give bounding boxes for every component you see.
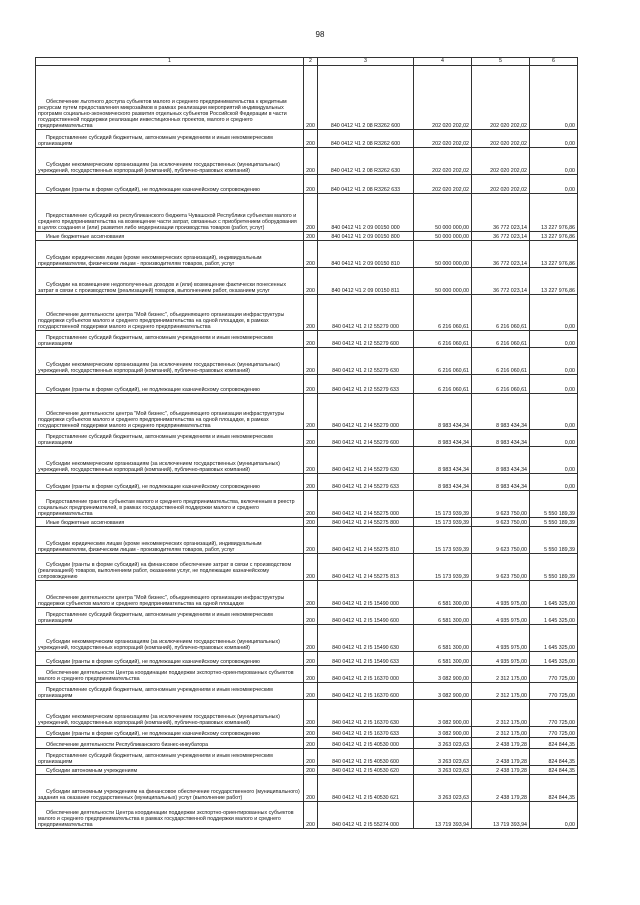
row-kbk: 840 0412 Ч1 2 I5 16370 633 [318,727,414,738]
row-kbk: 840 0412 Ч1 2 09 00150 000 [318,194,414,232]
page-number: 98 [315,30,325,39]
row-executed-amount: 4 935 975,00 [472,625,530,652]
row-approved-amount: 202 020 202,02 [414,175,472,194]
row-kbk: 840 0412 Ч1 2 I5 40530 000 [318,738,414,749]
row-kbk: 840 0412 Ч1 2 I5 15490 630 [318,625,414,652]
column-header-5: 5 [472,58,530,66]
row-executed-amount: 36 772 023,14 [472,268,530,295]
row-kbk: 840 0412 Ч1 2 I5 15490 600 [318,608,414,625]
row-approved-amount: 3 082 900,00 [414,666,472,683]
row-name: Субсидии (гранты в форме субсидий), не подлежащие казначейскому сопровождению [36,652,304,666]
row-code: 200 [304,430,318,447]
row-remaining-amount: 1 645 325,00 [530,608,578,625]
row-remaining-amount: 824 844,35 [530,738,578,749]
row-code: 200 [304,375,318,394]
row-code: 200 [304,802,318,829]
row-name: Субсидии некоммерческим организациям (за исключением государственных (муниципальных) учреждений, государственных корпораций (компаний), публично-правовых компаний) [36,447,304,474]
row-remaining-amount: 824 844,35 [530,749,578,766]
row-executed-amount: 2 312 175,00 [472,666,530,683]
row-code: 200 [304,738,318,749]
row-kbk: 840 0412 Ч1 2 I5 15490 000 [318,581,414,608]
row-kbk: 840 0412 Ч1 2 I2 55279 633 [318,375,414,394]
table-row [36,474,578,491]
row-code: 200 [304,683,318,700]
budget-table [35,57,578,829]
row-executed-amount: 9 623 750,00 [472,518,530,527]
row-kbk: 840 0412 Ч1 2 I4 55275 800 [318,518,414,527]
row-name: Предоставление субсидий бюджетным, автономным учреждениям и иным некоммерческим организациям [36,749,304,766]
table-body [36,66,578,829]
row-remaining-amount: 0,00 [530,474,578,491]
row-executed-amount: 2 312 175,00 [472,700,530,727]
table-row [36,666,578,683]
row-executed-amount: 2 438 179,28 [472,775,530,802]
table-row [36,802,578,829]
row-name: Субсидии юридическим лицам (кроме некоммерческих организаций), индивидуальным предпринимателям, физическим лицам - производителям товаров, работ, услуг [36,527,304,554]
row-kbk: 840 0412 Ч1 2 I5 16370 600 [318,683,414,700]
row-approved-amount: 3 082 900,00 [414,700,472,727]
row-kbk: 840 0412 Ч1 2 I5 40530 621 [318,775,414,802]
row-kbk: 840 0412 Ч1 2 I4 55279 000 [318,394,414,430]
row-remaining-amount: 5 550 189,39 [530,491,578,518]
row-remaining-amount: 824 844,35 [530,766,578,775]
row-name: Обеспечение деятельности Центра координации поддержки экспортно-ориентированных субъектов малого и среднего предпринимательства в рамках государственной поддержки малого и среднего предпринимательства [36,802,304,829]
row-kbk: 840 0412 Ч1 2 I4 55275 813 [318,554,414,581]
row-kbk: 840 0412 Ч1 2 I5 55274 000 [318,802,414,829]
row-kbk: 840 0412 Ч1 2 I4 55279 630 [318,447,414,474]
row-executed-amount: 4 935 975,00 [472,652,530,666]
row-name: Субсидии некоммерческим организациям (за исключением государственных (муниципальных) учреждений, государственных корпораций (компаний), публично-правовых компаний) [36,625,304,652]
row-remaining-amount: 770 725,00 [530,700,578,727]
table-row [36,491,578,518]
row-approved-amount: 15 173 939,39 [414,554,472,581]
row-remaining-amount: 0,00 [530,375,578,394]
row-approved-amount: 8 983 434,34 [414,474,472,491]
row-code: 200 [304,666,318,683]
row-code: 200 [304,554,318,581]
row-executed-amount: 36 772 023,14 [472,241,530,268]
row-kbk: 840 0412 Ч1 2 I5 16370 630 [318,700,414,727]
table-row [36,581,578,608]
row-kbk: 840 0412 Ч1 2 09 00150 800 [318,232,414,241]
row-name: Субсидии (гранты в форме субсидий), не подлежащие казначейскому сопровождению [36,375,304,394]
row-name: Предоставление субсидий бюджетным, автономным учреждениям и иным некоммерческим организациям [36,683,304,700]
row-kbk: 840 0412 Ч1 2 I2 55279 600 [318,331,414,348]
row-name: Предоставление субсидий бюджетным, автономным учреждениям и иным некоммерческим организациям [36,130,304,148]
row-kbk: 840 0412 Ч1 2 08 R3262 600 [318,66,414,130]
row-approved-amount: 6 581 300,00 [414,652,472,666]
row-name: Субсидии автономным учреждениям на финансовое обеспечение государственного (муниципального) задания на оказание государственных (муниципальных) услуг (выполнение работ) [36,775,304,802]
row-kbk: 840 0412 Ч1 2 08 R3262 600 [318,130,414,148]
row-approved-amount: 15 173 939,39 [414,491,472,518]
row-code: 200 [304,581,318,608]
row-name: Обеспечение деятельности Центра координации поддержки экспортно-ориентированных субъектов малого и среднего предпринимательства [36,666,304,683]
row-name: Предоставление субсидий бюджетным, автономным учреждениям и иным некоммерческим организациям [36,430,304,447]
column-header-4: 4 [414,58,472,66]
row-remaining-amount: 1 645 325,00 [530,652,578,666]
row-executed-amount: 8 983 434,34 [472,430,530,447]
row-executed-amount: 13 719 393,94 [472,802,530,829]
row-code: 200 [304,232,318,241]
row-kbk: 840 0412 Ч1 2 I5 15490 633 [318,652,414,666]
row-executed-amount: 4 935 975,00 [472,608,530,625]
row-name: Обеспечение деятельности центра "Мой бизнес", объединяющего организации инфраструктуры поддержки субъектов малого и среднего предпринимательства на одной площадке [36,581,304,608]
row-code: 200 [304,700,318,727]
row-name: Обеспечение льготного доступа субъектов малого и среднего предпринимательства к кредитным ресурсам путем предоставления микрозаймов в рамках реализации мероприятий индивидуальных программ социально-экономического развития отдельных субъектов Российской Федерации в части государственной поддержки реализации инвестиционных проектов, малого и среднего предпринимательства [36,66,304,130]
table-row [36,518,578,527]
table-row [36,447,578,474]
row-name: Субсидии на возмещение недополученных доходов и (или) возмещение фактически понесенных затрат в связи с производством (реализацией) товаров, выполнением работ, оказанием услуг [36,268,304,295]
row-name: Обеспечение деятельности центра "Мой бизнес", объединяющего организации инфраструктуры поддержки субъектов малого и среднего предпринимательства на одной площадке, в рамках государственной поддержки малого и среднего предпринимательства [36,394,304,430]
column-header-1: 1 [36,58,304,66]
table-row [36,430,578,447]
row-kbk: 840 0412 Ч1 2 09 00150 810 [318,241,414,268]
row-code: 200 [304,766,318,775]
table-row [36,348,578,375]
row-code: 200 [304,175,318,194]
row-approved-amount: 3 263 023,63 [414,766,472,775]
row-executed-amount: 36 772 023,14 [472,232,530,241]
row-code: 200 [304,268,318,295]
row-remaining-amount: 13 227 976,86 [530,194,578,232]
row-code: 200 [304,394,318,430]
row-approved-amount: 6 581 300,00 [414,581,472,608]
table-row [36,394,578,430]
row-approved-amount: 6 216 060,61 [414,295,472,331]
table-row [36,148,578,175]
row-executed-amount: 9 623 750,00 [472,491,530,518]
row-approved-amount: 6 216 060,61 [414,331,472,348]
row-code: 200 [304,727,318,738]
table-row [36,683,578,700]
table-row [36,625,578,652]
row-executed-amount: 202 020 202,02 [472,175,530,194]
row-name: Обеспечение деятельности центра "Мой бизнес", объединяющего организации инфраструктуры поддержки субъектов малого и среднего предпринимательства на одной площадке, в рамках государственной поддержки малого и среднего предпринимательства [36,295,304,331]
table-row [36,268,578,295]
row-kbk: 840 0412 Ч1 2 I4 55279 600 [318,430,414,447]
row-kbk: 840 0412 Ч1 2 09 00150 811 [318,268,414,295]
row-kbk: 840 0412 Ч1 2 08 R3262 630 [318,148,414,175]
table-row [36,130,578,148]
row-executed-amount: 202 020 202,02 [472,148,530,175]
row-kbk: 840 0412 Ч1 2 I4 55275 000 [318,491,414,518]
table-row [36,66,578,130]
row-name: Предоставление субсидий бюджетным, автономным учреждениям и иным некоммерческим организациям [36,331,304,348]
row-approved-amount: 3 082 900,00 [414,727,472,738]
row-approved-amount: 3 082 900,00 [414,683,472,700]
row-approved-amount: 8 983 434,34 [414,430,472,447]
row-remaining-amount: 5 550 189,39 [530,527,578,554]
row-remaining-amount: 0,00 [530,430,578,447]
row-executed-amount: 36 772 023,14 [472,194,530,232]
table-row [36,241,578,268]
row-kbk: 840 0412 Ч1 2 08 R3262 633 [318,175,414,194]
row-remaining-amount: 5 550 189,39 [530,554,578,581]
row-name: Субсидии (гранты в форме субсидий) на финансовое обеспечение затрат в связи с производством (реализацией) товаров, выполнением работ, оказанием услуг, не подлежащие казначейскому сопровождению [36,554,304,581]
row-code: 200 [304,148,318,175]
row-name: Субсидии автономным учреждениям [36,766,304,775]
row-executed-amount: 2 312 175,00 [472,727,530,738]
row-kbk: 840 0412 Ч1 2 I5 40530 600 [318,749,414,766]
row-remaining-amount: 770 725,00 [530,727,578,738]
row-approved-amount: 50 000 000,00 [414,268,472,295]
row-kbk: 840 0412 Ч1 2 I4 55279 633 [318,474,414,491]
row-name: Субсидии некоммерческим организациям (за исключением государственных (муниципальных) учреждений, государственных корпораций (компаний), публично-правовых компаний) [36,348,304,375]
row-code: 200 [304,474,318,491]
row-name: Предоставление грантов субъектам малого и среднего предпринимательства, включенным в реестр социальных предпринимателей, в рамках государственной поддержки малого и среднего предпринимательства [36,491,304,518]
table-row [36,738,578,749]
row-executed-amount: 8 983 434,34 [472,447,530,474]
table-row [36,775,578,802]
table-row [36,375,578,394]
row-executed-amount: 6 216 060,61 [472,348,530,375]
row-name: Субсидии некоммерческим организациям (за исключением государственных (муниципальных) учреждений, государственных корпораций (компаний), публично-правовых компаний) [36,148,304,175]
table-row [36,749,578,766]
row-approved-amount: 202 020 202,02 [414,66,472,130]
row-kbk: 840 0412 Ч1 2 I5 16370 000 [318,666,414,683]
table-row [36,232,578,241]
row-name: Иные бюджетные ассигнования [36,518,304,527]
row-code: 200 [304,331,318,348]
row-name: Предоставление субсидий бюджетным, автономным учреждениям и иным некоммерческим организациям [36,608,304,625]
row-kbk: 840 0412 Ч1 2 I5 40530 620 [318,766,414,775]
row-executed-amount: 2 312 175,00 [472,683,530,700]
row-executed-amount: 8 983 434,34 [472,394,530,430]
row-code: 200 [304,295,318,331]
row-approved-amount: 3 263 023,63 [414,738,472,749]
row-kbk: 840 0412 Ч1 2 I4 55275 810 [318,527,414,554]
row-executed-amount: 202 020 202,02 [472,66,530,130]
row-remaining-amount: 0,00 [530,130,578,148]
row-approved-amount: 202 020 202,02 [414,130,472,148]
row-remaining-amount: 0,00 [530,148,578,175]
row-code: 200 [304,749,318,766]
row-name: Субсидии (гранты в форме субсидий), не подлежащие казначейскому сопровождению [36,727,304,738]
table-row [36,295,578,331]
table-row [36,175,578,194]
row-approved-amount: 50 000 000,00 [414,241,472,268]
row-code: 200 [304,652,318,666]
row-code: 200 [304,130,318,148]
row-name: Обеспечение деятельности Республиканского бизнес-инкубатора [36,738,304,749]
row-executed-amount: 4 935 975,00 [472,581,530,608]
row-code: 200 [304,348,318,375]
row-executed-amount: 6 216 060,61 [472,375,530,394]
row-approved-amount: 15 173 939,39 [414,527,472,554]
table-row [36,727,578,738]
row-approved-amount: 50 000 000,00 [414,232,472,241]
row-executed-amount: 9 623 750,00 [472,554,530,581]
table-row [36,766,578,775]
row-remaining-amount: 1 645 325,00 [530,625,578,652]
row-code: 200 [304,625,318,652]
row-remaining-amount: 0,00 [530,175,578,194]
table-row [36,652,578,666]
row-remaining-amount: 0,00 [530,447,578,474]
table-row [36,700,578,727]
row-code: 200 [304,608,318,625]
row-code: 200 [304,66,318,130]
row-executed-amount: 8 983 434,34 [472,474,530,491]
row-executed-amount: 6 216 060,61 [472,295,530,331]
row-code: 200 [304,447,318,474]
row-approved-amount: 15 173 939,39 [414,518,472,527]
row-code: 200 [304,491,318,518]
row-remaining-amount: 0,00 [530,348,578,375]
row-name: Субсидии (гранты в форме субсидий), не подлежащие казначейскому сопровождению [36,175,304,194]
row-name: Субсидии юридическим лицам (кроме некоммерческих организаций), индивидуальным предпринимателям, физическим лицам - производителям товаров, работ, услуг [36,241,304,268]
row-name: Иные бюджетные ассигнования [36,232,304,241]
row-approved-amount: 3 263 023,63 [414,749,472,766]
row-remaining-amount: 1 645 325,00 [530,581,578,608]
row-code: 200 [304,775,318,802]
row-remaining-amount: 770 725,00 [530,683,578,700]
row-executed-amount: 9 623 750,00 [472,527,530,554]
row-approved-amount: 3 263 023,63 [414,775,472,802]
row-approved-amount: 6 581 300,00 [414,608,472,625]
row-executed-amount: 6 216 060,61 [472,331,530,348]
row-remaining-amount: 0,00 [530,66,578,130]
row-executed-amount: 2 438 179,28 [472,766,530,775]
row-remaining-amount: 13 227 976,86 [530,268,578,295]
row-approved-amount: 8 983 434,34 [414,447,472,474]
column-header-6: 6 [530,58,578,66]
row-approved-amount: 6 581 300,00 [414,625,472,652]
row-kbk: 840 0412 Ч1 2 I2 55279 000 [318,295,414,331]
row-approved-amount: 8 983 434,34 [414,394,472,430]
row-code: 200 [304,527,318,554]
row-executed-amount: 2 438 179,28 [472,738,530,749]
row-executed-amount: 2 438 179,28 [472,749,530,766]
column-header-2: 2 [304,58,318,66]
row-name: Субсидии (гранты в форме субсидий), не подлежащие казначейскому сопровождению [36,474,304,491]
row-executed-amount: 202 020 202,02 [472,130,530,148]
row-remaining-amount: 0,00 [530,331,578,348]
row-remaining-amount: 0,00 [530,295,578,331]
row-remaining-amount: 0,00 [530,394,578,430]
row-approved-amount: 50 000 000,00 [414,194,472,232]
table-header-row [36,58,578,66]
row-approved-amount: 6 216 060,61 [414,375,472,394]
table-row [36,527,578,554]
table-row [36,194,578,232]
column-header-3: 3 [318,58,414,66]
row-approved-amount: 6 216 060,61 [414,348,472,375]
row-code: 200 [304,194,318,232]
row-remaining-amount: 770 725,00 [530,666,578,683]
row-approved-amount: 202 020 202,02 [414,148,472,175]
row-approved-amount: 13 719 393,94 [414,802,472,829]
table-row [36,554,578,581]
row-name: Предоставление субсидий из республиканского бюджета Чувашской Республики субъектам малого и среднего предпринимательства на возмещение части затрат, связанных с приобретением оборудования в целях создания и (или) развития либо модернизации производства товаров (работ, услуг) [36,194,304,232]
row-remaining-amount: 0,00 [530,802,578,829]
row-remaining-amount: 824 844,35 [530,775,578,802]
row-kbk: 840 0412 Ч1 2 I2 55279 630 [318,348,414,375]
table-row [36,331,578,348]
row-remaining-amount: 13 227 976,86 [530,232,578,241]
row-code: 200 [304,241,318,268]
row-name: Субсидии некоммерческим организациям (за исключением государственных (муниципальных) учреждений, государственных корпораций (компаний), публично-правовых компаний) [36,700,304,727]
row-remaining-amount: 13 227 976,86 [530,241,578,268]
row-remaining-amount: 5 550 189,39 [530,518,578,527]
row-code: 200 [304,518,318,527]
table-row [36,608,578,625]
